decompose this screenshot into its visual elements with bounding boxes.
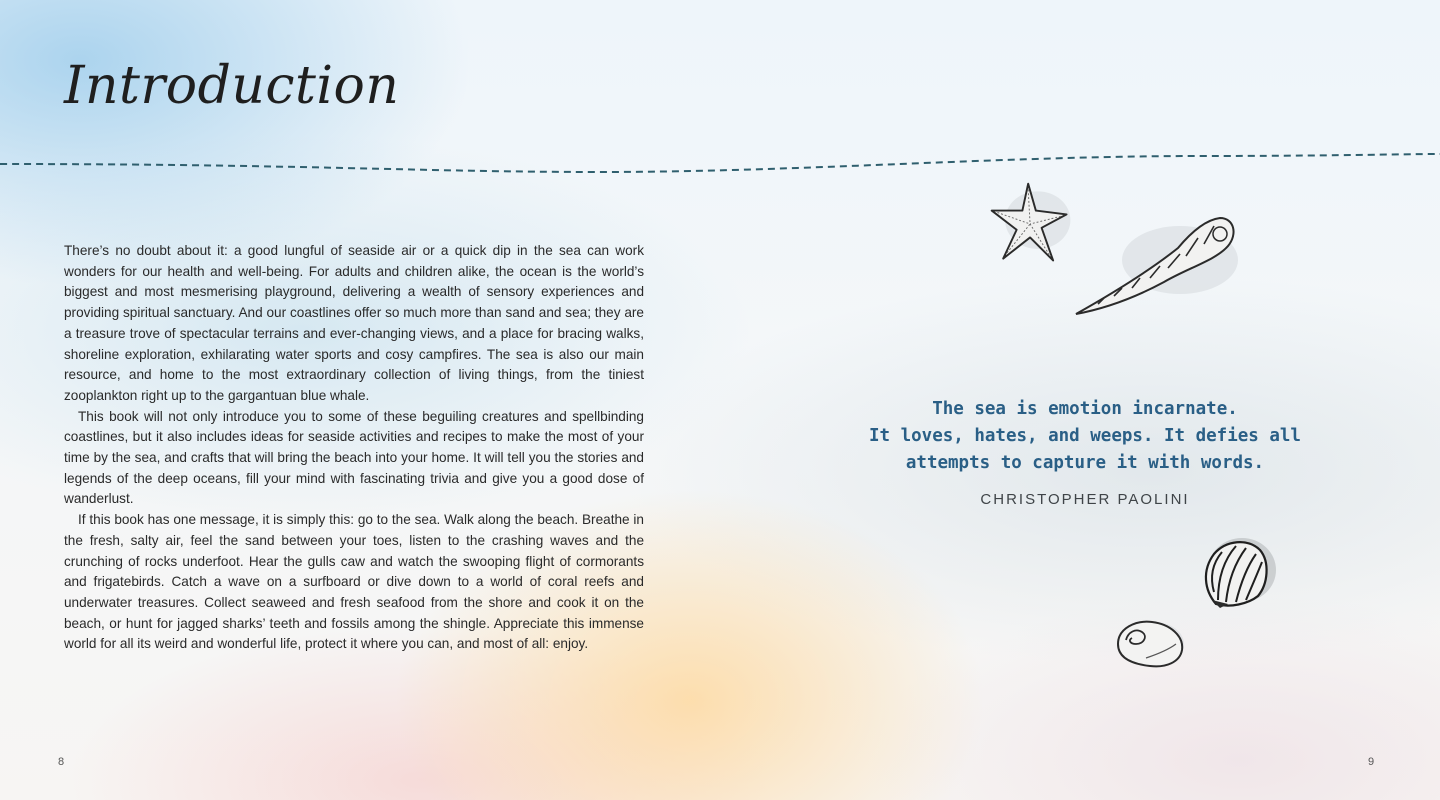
paragraph: There’s no doubt about it: a good lungful of seaside air or a quick dip in the sea can work wonders for our health and well-being. For adults and children alike, the ocean is the world’s biggest and most mesmerising playground, delivering a wealth of sensory experiences and providing spiritual sanctuary. And our coastlines offer so much more than sand and sea; they are a treasure trove of spectacular terrains and ever-changing views, and a place for bracing walks, shoreline exploration, exhilarating water sports and cosy campfires. The sea is also our main resource, and home to the most extraordinary collection of living things, from the tiniest zooplankton right up to the gargantuan blue whale.: [64, 243, 644, 403]
quote-line: The sea is emotion incarnate.: [932, 399, 1238, 419]
epigraph: [848, 396, 1322, 508]
spire-shell-icon: [1068, 208, 1238, 320]
right-page: [720, 0, 1440, 800]
snail-shell-icon: [1112, 614, 1188, 672]
page-number-right: 9: [1368, 756, 1375, 768]
quote-line: attempts to capture it with words.: [905, 453, 1265, 473]
page-number-left: 8: [58, 756, 65, 768]
introduction-body: [64, 241, 644, 655]
scallop-shell-icon: [1196, 534, 1278, 612]
quote-author: CHRISTOPHER PAOLINI: [980, 491, 1190, 508]
quote-text: [848, 396, 1322, 477]
paragraph: This book will not only introduce you to some of these beguiling creatures and spellbinding coastlines, but it also includes ideas for seaside activities and recipes to make the most of your time by the sea, and crafts that will bring the beach into your home. It will tell you the stories and legends of the deep oceans, fill your mind with fascinating trivia and give you a good dose of wanderlust.: [64, 408, 644, 507]
starfish-icon: [984, 176, 1080, 272]
paragraph: If this book has one message, it is simply this: go to the sea. Walk along the beach. Breathe in the fresh, salty air, feel the sand between your toes, listen to the crashing waves and the crunching of rocks underfoot. Hear the gulls caw and watch the swooping flight of cormorants and frigatebirds. Catch a wave on a surfboard or dive down to a world of coral reefs and underwater treasures. Collect seaweed and fresh seafood from the shore and cook it on the beach, or hunt for jagged sharks’ teeth and fossils among the shingle. Appreciate this immense world for all its weird and wonderful life, protect it where you can, and most of all: enjoy.: [64, 512, 644, 652]
chapter-title: Introduction: [64, 56, 400, 116]
quote-line: It loves, hates, and weeps. It defies all: [869, 426, 1301, 446]
